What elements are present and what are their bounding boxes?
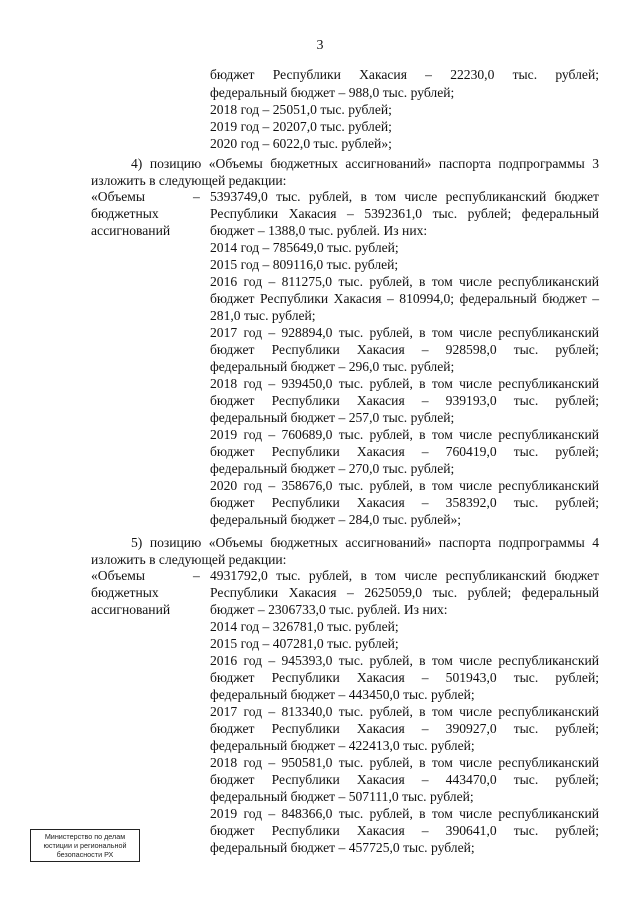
- item-4-line: федеральный бюджет – 284,0 тыс. рублей»;: [210, 512, 462, 527]
- item-4-line: 5393749,0 тыс. рублей, в том числе республиканский бюджет: [210, 189, 599, 204]
- item-4-label: ассигнований: [91, 223, 171, 238]
- item-5-line: Республики Хакасия – 2625059,0 тыс. рублей; федеральный: [210, 585, 599, 600]
- item-5-line: бюджет Республики Хакасия – 501943,0 тыс. рублей;: [210, 670, 599, 685]
- item-5-line: 2015 год – 407281,0 тыс. рублей;: [210, 636, 399, 651]
- item-5-intro: 5) позицию «Объемы бюджетных ассигнований» паспорта подпрограммы 4: [131, 535, 599, 550]
- item-4-line: бюджет Республики Хакасия – 358392,0 тыс. рублей;: [210, 495, 599, 510]
- item-4-label: бюджетных: [91, 206, 159, 221]
- item-4-line: 2016 год – 811275,0 тыс. рублей, в том числе республиканский: [210, 274, 599, 289]
- item-5-label: бюджетных: [91, 585, 159, 600]
- text-line: 2018 год – 25051,0 тыс. рублей;: [210, 102, 392, 117]
- item-5-line: 2017 год – 813340,0 тыс. рублей, в том числе республиканский: [210, 704, 599, 719]
- item-4-line: Республики Хакасия – 5392361,0 тыс. рублей; федеральный: [210, 206, 599, 221]
- page-number: 3: [316, 38, 324, 53]
- item-4-line: бюджет Республики Хакасия – 760419,0 тыс. рублей;: [210, 444, 599, 459]
- item-4-line: 2017 год – 928894,0 тыс. рублей, в том числе республиканский: [210, 325, 599, 340]
- item-5-line: бюджет Республики Хакасия – 390927,0 тыс. рублей;: [210, 721, 599, 736]
- item-4-line: федеральный бюджет – 257,0 тыс. рублей;: [210, 410, 455, 425]
- item-5-label: ассигнований: [91, 602, 171, 617]
- item-5-line: 4931792,0 тыс. рублей, в том числе республиканский бюджет: [210, 568, 599, 583]
- item-4-line: бюджет Республики Хакасия – 810994,0; федеральный бюджет –: [210, 291, 599, 306]
- item-5-line: федеральный бюджет – 443450,0 тыс. рублей;: [210, 687, 475, 702]
- item-4-dash: –: [193, 189, 200, 204]
- text-line: 2020 год – 6022,0 тыс. рублей»;: [210, 136, 392, 151]
- item-5-line: 2019 год – 848366,0 тыс. рублей, в том числе республиканский: [210, 806, 599, 821]
- item-5-label: «Объемы: [91, 568, 145, 583]
- item-4-line: 2019 год – 760689,0 тыс. рублей, в том числе республиканский: [210, 427, 599, 442]
- stamp-line: юстиции и региональной: [43, 841, 127, 850]
- item-4-intro-cont: изложить в следующей редакции:: [91, 173, 287, 188]
- item-5-line: бюджет Республики Хакасия – 390641,0 тыс. рублей;: [210, 823, 599, 838]
- item-5-line: бюджет Республики Хакасия – 443470,0 тыс. рублей;: [210, 772, 599, 787]
- item-5-line: бюджет – 2306733,0 тыс. рублей. Из них:: [210, 602, 448, 617]
- item-5-dash: –: [193, 568, 200, 583]
- stamp-line: безопасности РХ: [56, 850, 114, 859]
- item-5-line: 2018 год – 950581,0 тыс. рублей, в том числе республиканский: [210, 755, 599, 770]
- item-5-line: 2016 год – 945393,0 тыс. рублей, в том числе республиканский: [210, 653, 599, 668]
- text-line: бюджет Республики Хакасия – 22230,0 тыс. рублей;: [210, 67, 599, 82]
- item-4-line: федеральный бюджет – 296,0 тыс. рублей;: [210, 359, 455, 374]
- item-5-intro-cont: изложить в следующей редакции:: [91, 552, 287, 567]
- item-4-line: 2014 год – 785649,0 тыс. рублей;: [210, 240, 399, 255]
- item-5-line: 2014 год – 326781,0 тыс. рублей;: [210, 619, 399, 634]
- item-4-line: 2018 год – 939450,0 тыс. рублей, в том числе республиканский: [210, 376, 599, 391]
- item-4-line: бюджет Республики Хакасия – 928598,0 тыс. рублей;: [210, 342, 599, 357]
- item-4-line: 2015 год – 809116,0 тыс. рублей;: [210, 257, 399, 272]
- item-4-line: федеральный бюджет – 270,0 тыс. рублей;: [210, 461, 455, 476]
- text-line: 2019 год – 20207,0 тыс. рублей;: [210, 119, 392, 134]
- item-4-intro: 4) позицию «Объемы бюджетных ассигнований» паспорта подпрограммы 3: [131, 156, 599, 171]
- item-5-line: федеральный бюджет – 422413,0 тыс. рублей;: [210, 738, 475, 753]
- item-5-line: федеральный бюджет – 507111,0 тыс. рублей;: [210, 789, 474, 804]
- stamp-line: Министерство по делам: [44, 832, 126, 841]
- item-4-line: бюджет – 1388,0 тыс. рублей. Из них:: [210, 223, 428, 238]
- item-4-label: «Объемы: [91, 189, 145, 204]
- item-4-line: 281,0 тыс. рублей;: [210, 308, 316, 323]
- item-4-line: бюджет Республики Хакасия – 939193,0 тыс. рублей;: [210, 393, 599, 408]
- item-5-line: федеральный бюджет – 457725,0 тыс. рублей;: [210, 840, 475, 855]
- item-4-line: 2020 год – 358676,0 тыс. рублей, в том числе республиканский: [210, 478, 599, 493]
- text-line: федеральный бюджет – 988,0 тыс. рублей;: [210, 85, 455, 100]
- ministry-stamp: [30, 829, 140, 862]
